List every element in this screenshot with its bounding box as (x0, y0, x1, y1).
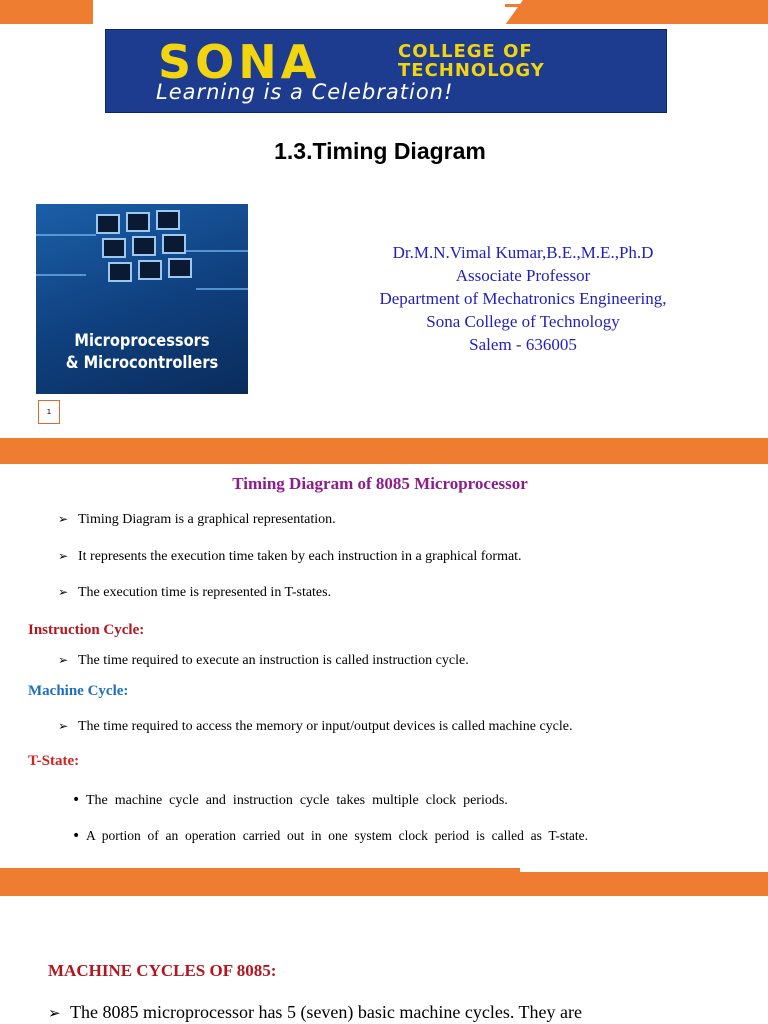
chip-cell (96, 214, 120, 234)
machine-cycles-heading: MACHINE CYCLES OF 8085: (48, 961, 277, 980)
author-name: Dr.M.N.Vimal Kumar,B.E.,M.E.,Ph.D (392, 243, 654, 262)
bullet-item (58, 549, 522, 565)
machine-cycles-text: The 8085 microprocessor has 5 (seven) basic machine cycles. They are (70, 1002, 582, 1022)
chip-cell (102, 238, 126, 258)
section-title: Timing Diagram of 8085 Microprocessor (232, 474, 528, 493)
slide-title: 1.3.Timing Diagram (274, 138, 486, 164)
author-institution: Sona College of Technology (426, 312, 620, 331)
circuit-trace (36, 234, 96, 236)
t-state-text: The machine cycle and instruction cycle takes multiple clock periods. (86, 793, 508, 808)
instruction-cycle-text: The time required to execute an instruction is called instruction cycle. (78, 653, 469, 668)
slide-1 (0, 0, 768, 432)
dot-bullet-icon: • (72, 792, 81, 808)
bullet-text: The execution time is represented in T-states. (78, 585, 332, 600)
t-state-heading: T-State: (28, 753, 80, 769)
bullet-item (58, 585, 331, 601)
chip-cell (138, 260, 162, 280)
slide-2 (0, 432, 768, 864)
arrow-bullet-icon: ➢ (58, 653, 69, 667)
arrow-bullet-icon: ➢ (58, 512, 69, 526)
arrow-bullet-icon: ➢ (48, 1004, 61, 1022)
instruction-cycle-heading: Instruction Cycle: (28, 622, 145, 638)
chip-cell (132, 236, 156, 256)
page-number: 1 (38, 400, 60, 424)
dot-bullet-icon: • (72, 828, 81, 844)
bullet-item (58, 512, 336, 528)
arrow-bullet-icon: ➢ (58, 549, 69, 563)
book-title-line2: & Microcontrollers (65, 353, 219, 373)
arrow-bullet-icon: ➢ (58, 585, 69, 599)
machine-cycles-item (48, 1002, 582, 1023)
circuit-trace (36, 274, 86, 276)
chip-cell (156, 210, 180, 230)
logo-college-line2: TECHNOLOGY (398, 60, 545, 81)
chip-cell (126, 212, 150, 232)
logo-college-line1: COLLEGE OF (398, 41, 533, 62)
college-logo (105, 29, 667, 113)
bullet-text: It represents the execution time taken by each instruction in a graphical format. (78, 549, 522, 564)
author-position: Associate Professor (455, 266, 591, 285)
chip-cell (168, 258, 192, 278)
machine-cycle-text: The time required to access the memory or input/output devices is called machine cycle. (78, 719, 573, 734)
arrow-bullet-icon: ➢ (58, 719, 69, 733)
header-bar-line (505, 4, 768, 7)
header-bar-cutout (93, 0, 523, 24)
book-title-line1: Microprocessors (74, 331, 210, 351)
header-bar (0, 432, 768, 464)
logo-sona: SONA (158, 35, 321, 89)
book-title (51, 330, 233, 374)
t-state-text: A portion of an operation carried out in one system clock period is called as T-state. (86, 828, 589, 843)
book-cover-image (36, 204, 248, 394)
chip-grid-icon (88, 210, 206, 290)
author-department: Department of Mechatronics Engineering, (379, 289, 667, 308)
header-bar-line (520, 868, 768, 872)
chip-cell (162, 234, 186, 254)
logo-college-text (398, 42, 545, 80)
author-block (340, 241, 706, 356)
machine-cycle-heading: Machine Cycle: (28, 683, 129, 699)
bullet-text: Timing Diagram is a graphical representation. (78, 512, 336, 527)
logo-tagline: Learning is a Celebration! (156, 80, 454, 104)
slide-3 (0, 864, 768, 1024)
chip-cell (108, 262, 132, 282)
machine-cycle-item (58, 719, 573, 735)
header-bar-gap (0, 432, 768, 438)
instruction-cycle-item (58, 653, 469, 669)
author-location: Salem - 636005 (469, 335, 577, 354)
t-state-item (72, 792, 508, 809)
t-state-item (72, 828, 588, 845)
